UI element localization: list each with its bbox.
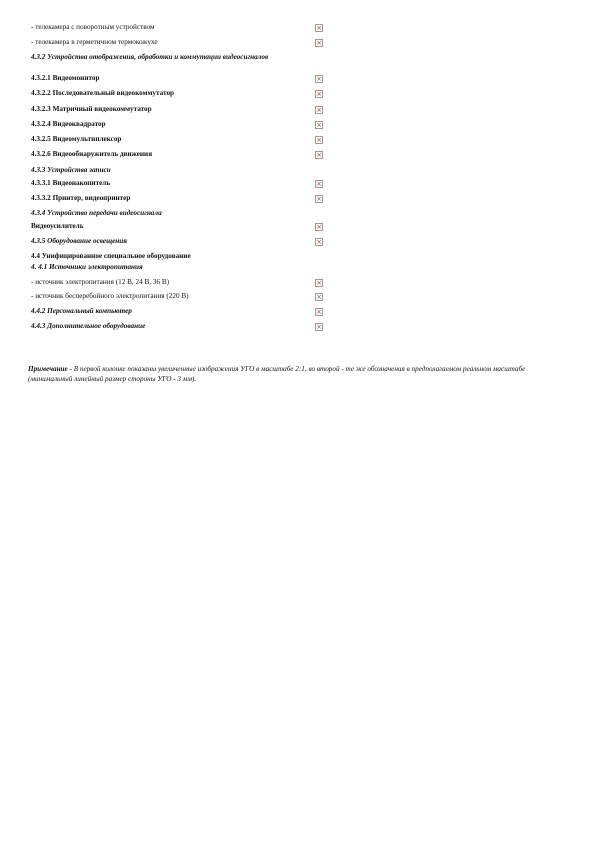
footnote-text: - В первой колонке показаны увеличенные изображения УГО в масштабе 2:1, во второй - те же обозначения в предполагаемом реальном масштабе (минимальный линейный размер стороны УГО - 3 мм). (28, 365, 526, 383)
broken-image-icon: × (316, 151, 322, 159)
broken-image-icon: × (316, 136, 322, 144)
broken-image-icon: × (316, 223, 322, 231)
list-item: 4.3.2.3 Матричный видеокоммутатор (31, 105, 152, 113)
broken-image-icon: × (316, 106, 322, 114)
broken-image-icon: × (316, 195, 322, 203)
section-heading: 4. 4.1 Источники электропитания (31, 263, 143, 271)
broken-image-icon: × (316, 323, 322, 331)
broken-image-icon: × (316, 121, 322, 129)
list-item: - источник бесперебойного электропитания (220 В) (31, 292, 189, 300)
list-item: 4.3.2.2 Последовательный видеокоммутатор (31, 89, 175, 97)
footnote (28, 365, 548, 384)
list-item: 4.3.2.4 Видеоквадратор (31, 120, 106, 128)
broken-image-icon: × (316, 279, 322, 287)
broken-image-icon: × (316, 308, 322, 316)
list-item: - телекамера с поворотным устройством (31, 23, 155, 31)
list-item: 4.3.2.6 Видеообнаружитель движения (31, 150, 153, 158)
list-item: - источник электропитания (12 В, 24 В, 36 В) (31, 278, 170, 286)
list-item: 4.3.3.1 Видеонакопитель (31, 179, 111, 187)
section-heading: 4.3.4 Устройство передачи видеосигнала (31, 209, 162, 217)
broken-image-icon: × (316, 39, 322, 47)
broken-image-icon: × (316, 90, 322, 98)
list-item: - телекамера в герметичном термокожухе (31, 38, 158, 46)
list-item: 4.3.3.2 Принтер, видеопринтер (31, 194, 131, 202)
broken-image-icon: × (316, 238, 322, 246)
list-item: 4.3.2.1 Видеомонитор (31, 74, 100, 82)
broken-image-icon: × (316, 180, 322, 188)
list-item: 4.4.2 Персональный компьютер (31, 307, 132, 315)
section-heading: 4.4 Унифицированное специальное оборудование (31, 252, 191, 260)
section-heading: 4.3.2 Устройства отображения, обработки и коммутации видеосигналов (31, 53, 269, 61)
broken-image-icon: × (316, 75, 322, 83)
list-item: 4.3.2.5 Видеомультиплексор (31, 135, 122, 143)
broken-image-icon: × (316, 293, 322, 301)
list-item: Видеоусилитель (31, 222, 84, 230)
list-item: 4.4.3 Дополнительное оборудование (31, 322, 146, 330)
section-heading: 4.3.3 Устройства записи (31, 166, 111, 174)
footnote-lead: Примечание (28, 365, 68, 373)
list-item: 4.3.5 Оборудование освещения (31, 237, 127, 245)
broken-image-icon: × (316, 24, 322, 32)
